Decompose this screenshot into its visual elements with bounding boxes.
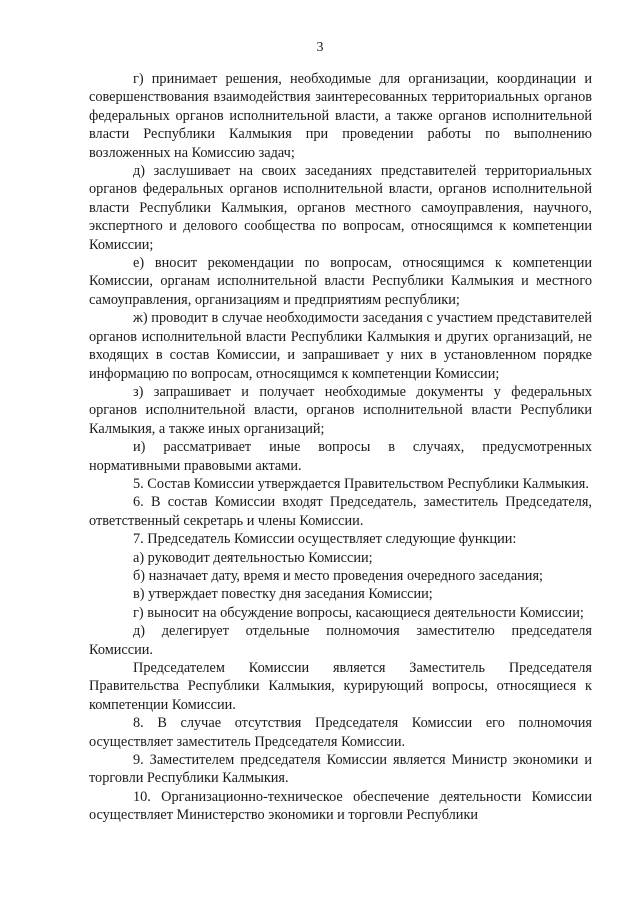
page-number: 3 bbox=[316, 40, 324, 55]
chair-function-a: а) руководит деятельностью Комиссии; bbox=[133, 549, 373, 566]
clause-10-support: 10. Организационно-техническое обеспечение деятельности Комиссии осуществляет Министерство экономики и торговли Республики bbox=[89, 788, 592, 824]
clause-7-chair-functions: 7. Председатель Комиссии осуществляет следующие функции: bbox=[133, 531, 517, 548]
chair-function-g: г) выносит на обсуждение вопросы, касающиеся деятельности Комиссии; bbox=[133, 604, 584, 621]
clause-6-members: 6. В состав Комиссии входят Председатель, заместитель Председателя, ответственный секретарь и члены Комиссии. bbox=[89, 494, 592, 529]
clause-9-deputy-chair: 9. Заместителем председателя Комиссии является Министр экономики и торговли Республики Калмыкия. bbox=[89, 752, 592, 787]
chair-function-b: б) назначает дату, время и место проведения очередного заседания; bbox=[133, 567, 544, 584]
paragraph-zh-meetings: ж) проводит в случае необходимости заседания с участием представителей органов исполнительной власти Республики Калмыкия и других организаций, не входящих в состав Комиссии, и запрашивает у них в установленном порядке информацию по вопросам, относящимся к компетенции Комиссии; bbox=[89, 310, 592, 382]
paragraph-d-hearings: д) заслушивает на своих заседаниях представителей территориальных органов федеральных органов исполнительной власти, органов исполнительной власти Республики Калмыкия, органов местного самоуправления, научного, экспертного и делового сообщества по вопросам, относящимся к компетенции Комиссии; bbox=[89, 163, 592, 253]
paragraph-i-other: и) рассматривает иные вопросы в случаях, предусмотренных нормативными правовыми актами. bbox=[89, 439, 592, 474]
chair-appointment: Председателем Комиссии является Заместитель Председателя Правительства Республики Калмыкия, курирующий вопросы, относящиеся к компетенции Комиссии. bbox=[89, 660, 592, 713]
document-body bbox=[89, 70, 592, 825]
paragraph-g-decisions: г) принимает решения, необходимые для организации, координации и совершенствования взаимодействия заинтересованных территориальных органов федеральных органов исполнительной власти, а также органов исполнительной власти Республики Калмыкия при проведении работы по выполнению возложенных на Комиссию задач; bbox=[89, 71, 592, 161]
chair-function-d: д) делегирует отдельные полномочия заместителю председателя Комиссии. bbox=[89, 623, 592, 658]
paragraph-e-recommendations: е) вносит рекомендации по вопросам, относящимся к компетенции Комиссии, органам исполнительной власти Республики Калмыкия и местного самоуправления, организациям и предприятиям республики; bbox=[89, 255, 592, 308]
paragraph-z-documents: з) запрашивает и получает необходимые документы у федеральных органов исполнительной власти, органов исполнительной власти Республики Калмыкия, а также иных организаций; bbox=[89, 383, 592, 437]
clause-5-composition: 5. Состав Комиссии утверждается Правительством Республики Калмыкия. bbox=[133, 475, 589, 492]
clause-8-deputy: 8. В случае отсутствия Председателя Комиссии его полномочия осуществляет заместитель Председателя Комиссии. bbox=[89, 715, 592, 750]
chair-function-v: в) утверждает повестку дня заседания Комиссии; bbox=[133, 586, 433, 603]
